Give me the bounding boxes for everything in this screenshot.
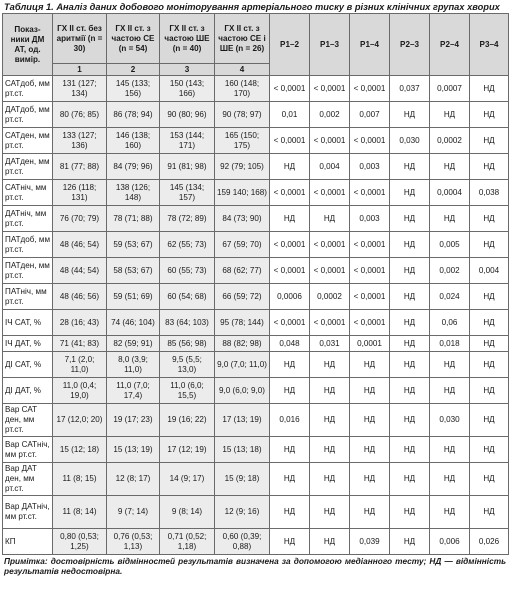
table-row [3, 284, 509, 310]
p-value-cell: НД [390, 258, 430, 284]
group-value-cell: 153 (144; 171) [160, 128, 215, 154]
p-value-cell: НД [310, 496, 350, 529]
p-value-cell: НД [390, 154, 430, 180]
group-value-cell: 0,71 (0,52; 1,18) [160, 529, 215, 555]
header-p23: P2–3 [390, 14, 430, 76]
p-value-cell: НД [270, 437, 310, 463]
group-value-cell: 138 (126; 148) [107, 180, 160, 206]
p-value-cell: НД [310, 437, 350, 463]
group-value-cell: 145 (134; 157) [160, 180, 215, 206]
p-value-cell: НД [350, 496, 390, 529]
p-value-cell: НД [470, 437, 509, 463]
group-value-cell: 48 (44; 54) [53, 258, 107, 284]
group-value-cell: 11,0 (7,0; 17,4) [107, 378, 160, 404]
group-value-cell: 66 (59; 72) [215, 284, 270, 310]
table-row [3, 258, 509, 284]
group-value-cell: 126 (118; 131) [53, 180, 107, 206]
group-value-cell: 88 (82; 98) [215, 336, 270, 352]
row-label: Вар ДАТніч, мм рт.ст. [3, 496, 53, 529]
header-p14: P1–4 [350, 14, 390, 76]
p-value-cell: < 0,0001 [310, 128, 350, 154]
group-value-cell: 11 (8; 14) [53, 496, 107, 529]
p-value-cell: НД [430, 496, 470, 529]
header-group-3: ГХ II ст. з частою ШЕ (n = 40) [160, 14, 215, 64]
group-value-cell: 7,1 (2,0; 11,0) [53, 352, 107, 378]
p-value-cell: НД [470, 310, 509, 336]
group-value-cell: 74 (46; 104) [107, 310, 160, 336]
group-value-cell: 165 (150; 175) [215, 128, 270, 154]
row-label: ІЧ САТ, % [3, 310, 53, 336]
p-value-cell: 0,0004 [430, 180, 470, 206]
p-value-cell: 0,004 [470, 258, 509, 284]
p-value-cell: НД [430, 102, 470, 128]
p-value-cell: НД [390, 180, 430, 206]
group-value-cell: 11,0 (6,0; 15,5) [160, 378, 215, 404]
group-value-cell: 85 (56; 98) [160, 336, 215, 352]
table-row [3, 102, 509, 128]
group-value-cell: 12 (8; 17) [107, 463, 160, 496]
group-value-cell: 17 (13; 19) [215, 404, 270, 437]
p-value-cell: 0,003 [350, 206, 390, 232]
group-value-cell: 59 (51; 69) [107, 284, 160, 310]
p-value-cell: НД [270, 378, 310, 404]
p-value-cell: НД [310, 463, 350, 496]
group-value-cell: 48 (46; 56) [53, 284, 107, 310]
group-value-cell: 9,0 (7,0; 11,0) [215, 352, 270, 378]
header-num-4: 4 [215, 64, 270, 76]
p-value-cell: < 0,0001 [350, 232, 390, 258]
p-value-cell: < 0,0001 [310, 310, 350, 336]
header-parameter: Показ-ники ДМ АТ, од. вимір. [3, 14, 53, 76]
group-value-cell: 48 (46; 54) [53, 232, 107, 258]
group-value-cell: 14 (9; 17) [160, 463, 215, 496]
group-value-cell: 160 (148; 170) [215, 76, 270, 102]
table-row [3, 206, 509, 232]
p-value-cell: НД [470, 284, 509, 310]
p-value-cell: НД [390, 232, 430, 258]
group-value-cell: 81 (77; 88) [53, 154, 107, 180]
header-p13: P1–3 [310, 14, 350, 76]
group-value-cell: 17 (12,0; 20) [53, 404, 107, 437]
p-value-cell: НД [470, 102, 509, 128]
p-value-cell: 0,031 [310, 336, 350, 352]
table-row [3, 378, 509, 404]
group-value-cell: 15 (9; 18) [215, 463, 270, 496]
p-value-cell: НД [310, 404, 350, 437]
group-value-cell: 58 (53; 67) [107, 258, 160, 284]
p-value-cell: 0,06 [430, 310, 470, 336]
p-value-cell: 0,024 [430, 284, 470, 310]
group-value-cell: 9 (8; 14) [160, 496, 215, 529]
p-value-cell: НД [430, 352, 470, 378]
group-value-cell: 0,80 (0,53; 1,25) [53, 529, 107, 555]
group-value-cell: 82 (59; 91) [107, 336, 160, 352]
p-value-cell: НД [270, 496, 310, 529]
p-value-cell: 0,048 [270, 336, 310, 352]
p-value-cell: < 0,0001 [270, 232, 310, 258]
row-label: ДАТдоб, мм рт.ст. [3, 102, 53, 128]
group-value-cell: 146 (138; 160) [107, 128, 160, 154]
group-value-cell: 60 (54; 68) [160, 284, 215, 310]
group-value-cell: 28 (16; 43) [53, 310, 107, 336]
group-value-cell: 92 (79; 105) [215, 154, 270, 180]
group-value-cell: 131 (127; 134) [53, 76, 107, 102]
group-value-cell: 9,0 (6,0; 9,0) [215, 378, 270, 404]
group-value-cell: 133 (127; 136) [53, 128, 107, 154]
group-value-cell: 59 (53; 67) [107, 232, 160, 258]
header-p24: P2–4 [430, 14, 470, 76]
p-value-cell: < 0,0001 [310, 258, 350, 284]
p-value-cell: НД [350, 437, 390, 463]
p-value-cell: < 0,0001 [310, 180, 350, 206]
row-label: САТдоб, мм рт.ст. [3, 76, 53, 102]
p-value-cell: < 0,0001 [310, 232, 350, 258]
row-label: ДАТніч, мм рт.ст. [3, 206, 53, 232]
group-value-cell: 83 (64; 103) [160, 310, 215, 336]
table-row [3, 496, 509, 529]
group-value-cell: 150 (143; 166) [160, 76, 215, 102]
group-value-cell: 11 (8; 15) [53, 463, 107, 496]
group-value-cell: 90 (78; 97) [215, 102, 270, 128]
row-label: КП [3, 529, 53, 555]
p-value-cell: НД [470, 336, 509, 352]
p-value-cell: < 0,0001 [350, 128, 390, 154]
table-row [3, 180, 509, 206]
p-value-cell: НД [390, 102, 430, 128]
p-value-cell: НД [470, 206, 509, 232]
table-row [3, 529, 509, 555]
group-value-cell: 78 (72; 89) [160, 206, 215, 232]
p-value-cell: НД [310, 206, 350, 232]
p-value-cell: НД [310, 378, 350, 404]
group-value-cell: 15 (12; 18) [53, 437, 107, 463]
p-value-cell: 0,0001 [350, 336, 390, 352]
p-value-cell: НД [470, 232, 509, 258]
table-row [3, 352, 509, 378]
p-value-cell: НД [430, 463, 470, 496]
p-value-cell: < 0,0001 [350, 258, 390, 284]
group-value-cell: 8,0 (3,9; 11,0) [107, 352, 160, 378]
row-label: ПАТніч, мм рт.ст. [3, 284, 53, 310]
group-value-cell: 60 (55; 73) [160, 258, 215, 284]
row-label: Вар САТніч, мм рт.ст. [3, 437, 53, 463]
table-row [3, 76, 509, 102]
row-label: САТден, мм рт.ст. [3, 128, 53, 154]
p-value-cell: 0,039 [350, 529, 390, 555]
group-value-cell: 78 (71; 88) [107, 206, 160, 232]
header-p34: P3–4 [470, 14, 509, 76]
p-value-cell: НД [470, 496, 509, 529]
p-value-cell: НД [390, 404, 430, 437]
table-caption: Таблиця 1. Аналіз даних добового моніторування артеріального тиску в різних клінічних групах хворих [4, 2, 500, 12]
p-value-cell: 0,026 [470, 529, 509, 555]
p-value-cell: < 0,0001 [350, 180, 390, 206]
group-value-cell: 11,0 (0,4; 19,0) [53, 378, 107, 404]
group-value-cell: 9 (7; 14) [107, 496, 160, 529]
row-label: ПАТден, мм рт.ст. [3, 258, 53, 284]
data-table [2, 13, 509, 555]
p-value-cell: НД [390, 336, 430, 352]
group-value-cell: 19 (17; 23) [107, 404, 160, 437]
table-row [3, 336, 509, 352]
group-value-cell: 12 (9; 16) [215, 496, 270, 529]
p-value-cell: НД [470, 128, 509, 154]
p-value-cell: < 0,0001 [350, 76, 390, 102]
p-value-cell: НД [470, 404, 509, 437]
table-footnote: Примітка: достовірність відмінностей результатів визначена за допомогою медіанного тесту; НД — відмінність результатів недостовірна. [4, 556, 506, 576]
p-value-cell: НД [310, 529, 350, 555]
p-value-cell: НД [390, 529, 430, 555]
p-value-cell: 0,002 [430, 258, 470, 284]
p-value-cell: 0,006 [430, 529, 470, 555]
p-value-cell: < 0,0001 [270, 180, 310, 206]
group-value-cell: 80 (76; 85) [53, 102, 107, 128]
p-value-cell: НД [470, 352, 509, 378]
header-num-3: 3 [160, 64, 215, 76]
p-value-cell: 0,0006 [270, 284, 310, 310]
group-value-cell: 84 (79; 96) [107, 154, 160, 180]
p-value-cell: НД [390, 352, 430, 378]
row-label: ДАТден, мм рт.ст. [3, 154, 53, 180]
p-value-cell: НД [430, 437, 470, 463]
p-value-cell: НД [390, 378, 430, 404]
group-value-cell: 159 140; 168) [215, 180, 270, 206]
row-label: Вар САТ ден, мм рт.ст. [3, 404, 53, 437]
group-value-cell: 19 (16; 22) [160, 404, 215, 437]
group-value-cell: 67 (59; 70) [215, 232, 270, 258]
p-value-cell: 0,0007 [430, 76, 470, 102]
table-row [3, 128, 509, 154]
header-group-4: ГХ II ст. з частою СЕ і ШЕ (n = 26) [215, 14, 270, 64]
p-value-cell: НД [390, 496, 430, 529]
table-row [3, 437, 509, 463]
p-value-cell: 0,0002 [430, 128, 470, 154]
p-value-cell: НД [430, 378, 470, 404]
p-value-cell: 0,01 [270, 102, 310, 128]
p-value-cell: НД [350, 463, 390, 496]
p-value-cell: НД [390, 284, 430, 310]
p-value-cell: НД [390, 206, 430, 232]
p-value-cell: < 0,0001 [270, 310, 310, 336]
group-value-cell: 76 (70; 79) [53, 206, 107, 232]
p-value-cell: НД [430, 154, 470, 180]
header-p12: P1–2 [270, 14, 310, 76]
table-row [3, 310, 509, 336]
table-row [3, 404, 509, 437]
p-value-cell: 0,004 [310, 154, 350, 180]
p-value-cell: НД [270, 463, 310, 496]
p-value-cell: НД [430, 206, 470, 232]
p-value-cell: 0,007 [350, 102, 390, 128]
p-value-cell: НД [470, 154, 509, 180]
table-row [3, 154, 509, 180]
p-value-cell: НД [350, 378, 390, 404]
row-label: Вар ДАТ ден, мм рт.ст. [3, 463, 53, 496]
group-value-cell: 17 (12; 19) [160, 437, 215, 463]
p-value-cell: НД [390, 310, 430, 336]
group-value-cell: 0,60 (0,39; 0,88) [215, 529, 270, 555]
p-value-cell: < 0,0001 [350, 310, 390, 336]
p-value-cell: < 0,0001 [270, 76, 310, 102]
group-value-cell: 71 (41; 83) [53, 336, 107, 352]
p-value-cell: 0,005 [430, 232, 470, 258]
p-value-cell: НД [390, 437, 430, 463]
table-row [3, 463, 509, 496]
p-value-cell: НД [310, 352, 350, 378]
group-value-cell: 15 (13; 18) [215, 437, 270, 463]
group-value-cell: 0,76 (0,53; 1,13) [107, 529, 160, 555]
group-value-cell: 95 (78; 144) [215, 310, 270, 336]
p-value-cell: 0,0002 [310, 284, 350, 310]
p-value-cell: 0,002 [310, 102, 350, 128]
p-value-cell: НД [270, 206, 310, 232]
table-row [3, 232, 509, 258]
p-value-cell: 0,018 [430, 336, 470, 352]
group-value-cell: 91 (81; 98) [160, 154, 215, 180]
p-value-cell: НД [470, 76, 509, 102]
group-value-cell: 86 (78; 94) [107, 102, 160, 128]
header-group-1: ГХ II ст. без аритмії (n = 30) [53, 14, 107, 64]
group-value-cell: 84 (73; 90) [215, 206, 270, 232]
p-value-cell: НД [270, 529, 310, 555]
p-value-cell: 0,037 [390, 76, 430, 102]
group-value-cell: 145 (133; 156) [107, 76, 160, 102]
p-value-cell: НД [470, 463, 509, 496]
p-value-cell: 0,003 [350, 154, 390, 180]
p-value-cell: 0,016 [270, 404, 310, 437]
row-label: САТніч, мм рт.ст. [3, 180, 53, 206]
p-value-cell: 0,030 [390, 128, 430, 154]
p-value-cell: < 0,0001 [310, 76, 350, 102]
group-value-cell: 15 (13; 19) [107, 437, 160, 463]
p-value-cell: НД [390, 463, 430, 496]
group-value-cell: 90 (80; 96) [160, 102, 215, 128]
table-header [3, 14, 509, 76]
header-group-2: ГХ II ст. з частою СЕ (n = 54) [107, 14, 160, 64]
table-body [3, 76, 509, 555]
row-label: ІЧ ДАТ, % [3, 336, 53, 352]
p-value-cell: < 0,0001 [270, 128, 310, 154]
p-value-cell: < 0,0001 [350, 284, 390, 310]
group-value-cell: 62 (55; 73) [160, 232, 215, 258]
row-label: ДІ ДАТ, % [3, 378, 53, 404]
p-value-cell: НД [270, 352, 310, 378]
p-value-cell: 0,030 [430, 404, 470, 437]
group-value-cell: 68 (62; 77) [215, 258, 270, 284]
row-label: ДІ САТ, % [3, 352, 53, 378]
p-value-cell: НД [350, 352, 390, 378]
p-value-cell: НД [470, 378, 509, 404]
p-value-cell: НД [270, 154, 310, 180]
p-value-cell: НД [350, 404, 390, 437]
header-num-2: 2 [107, 64, 160, 76]
group-value-cell: 9,5 (5,5; 13,0) [160, 352, 215, 378]
row-label: ПАТдоб, мм рт.ст. [3, 232, 53, 258]
p-value-cell: < 0,0001 [270, 258, 310, 284]
p-value-cell: 0,038 [470, 180, 509, 206]
header-num-1: 1 [53, 64, 107, 76]
